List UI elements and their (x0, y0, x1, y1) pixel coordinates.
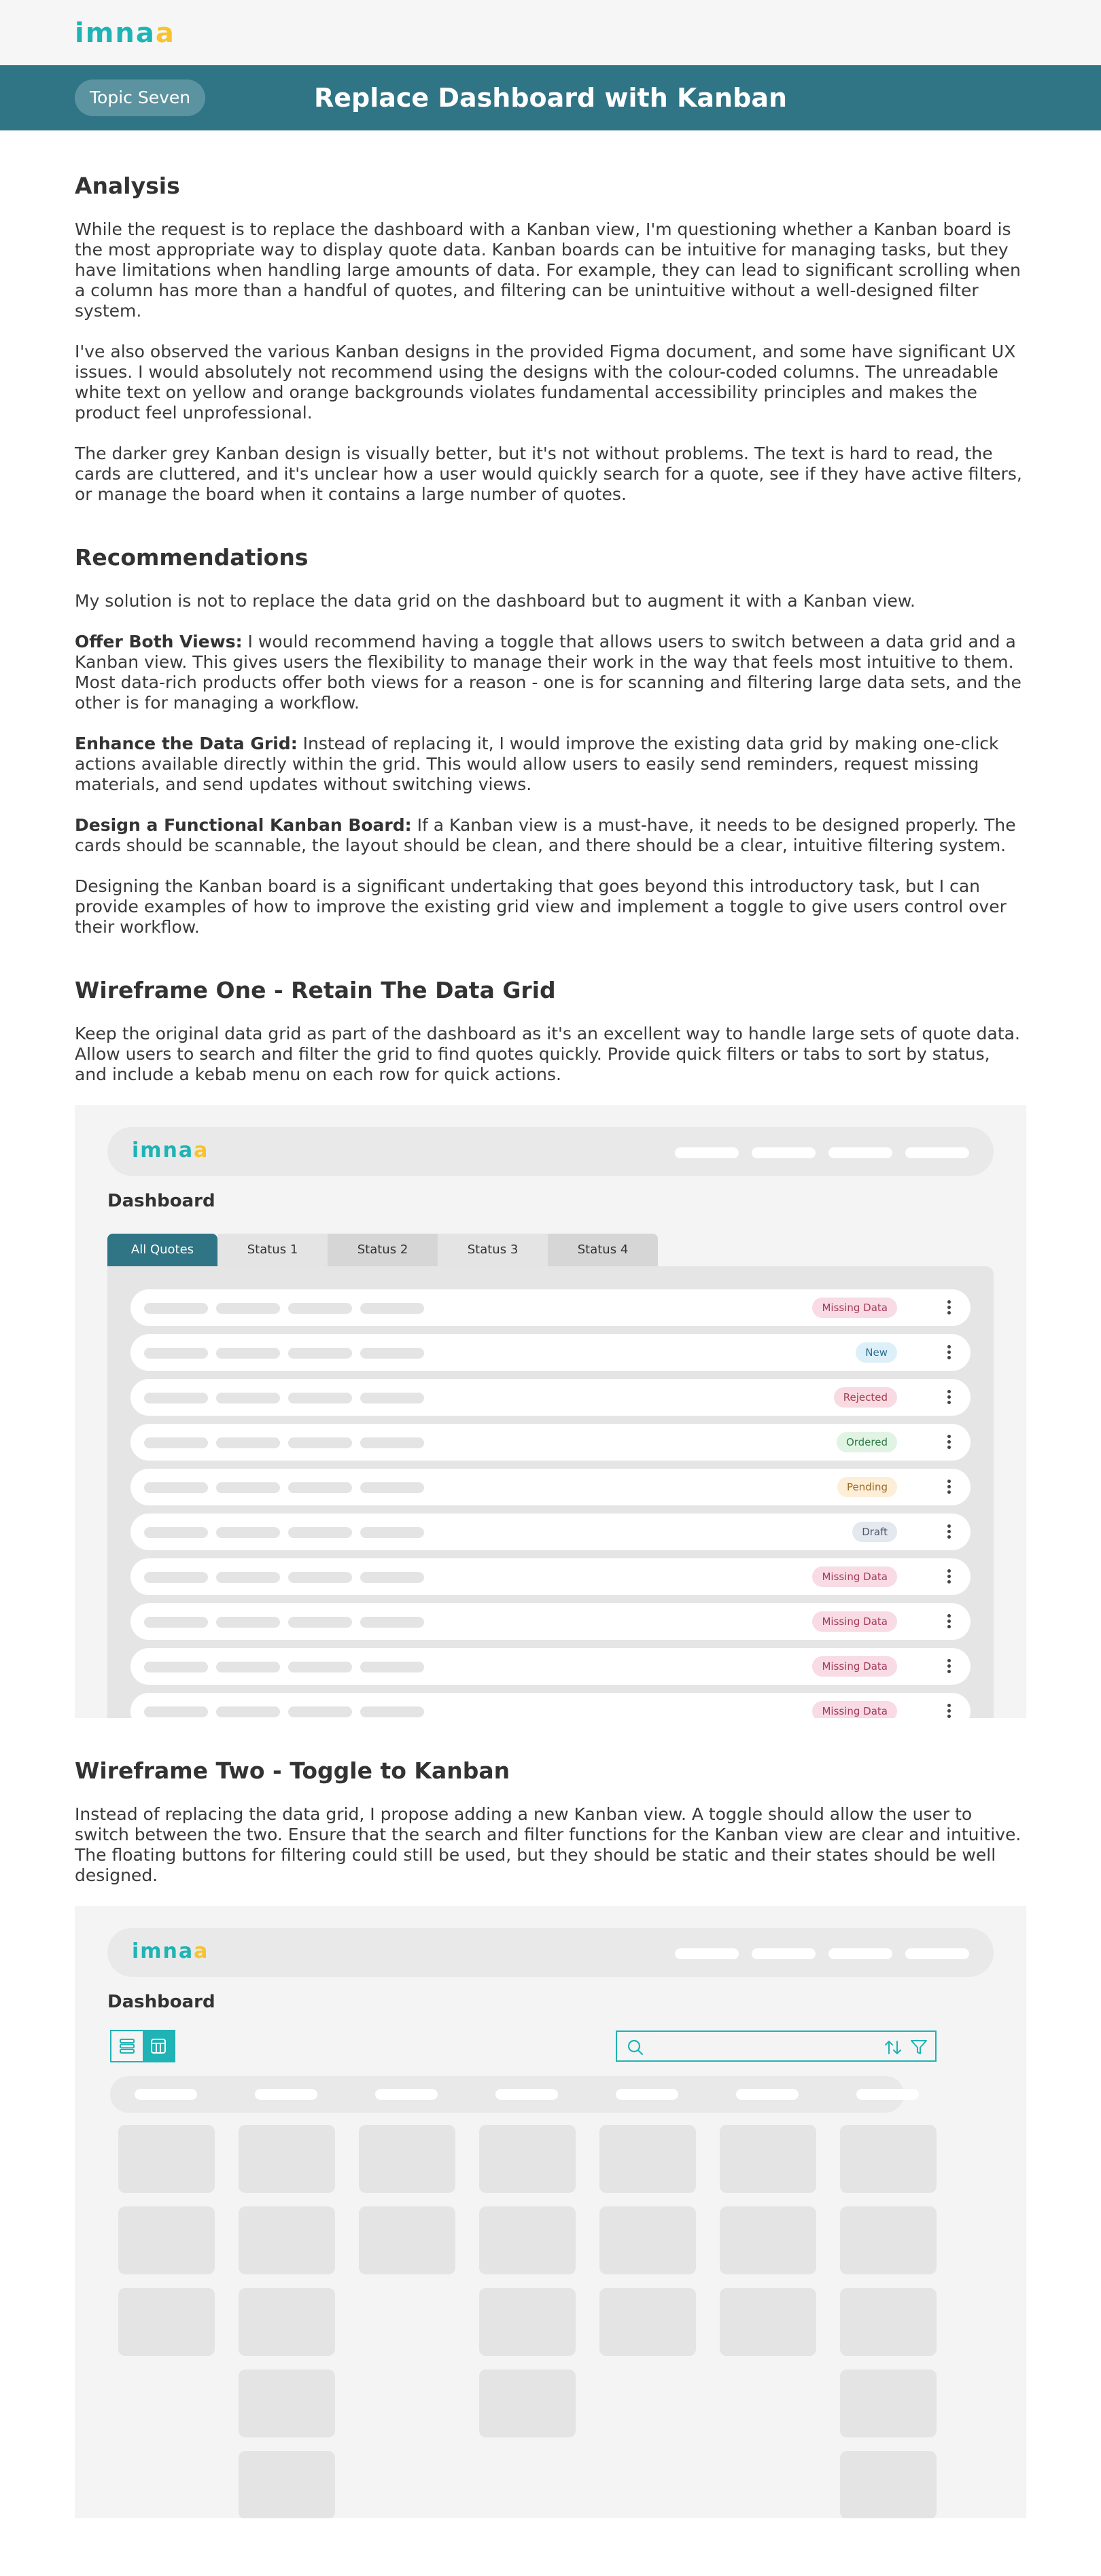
kanban-icon (150, 2037, 167, 2055)
status-badge: Missing Data (812, 1611, 897, 1632)
nav-link-placeholder (828, 1147, 892, 1158)
status-badge: Pending (837, 1477, 897, 1497)
status-badge: Ordered (837, 1432, 897, 1452)
page-bottom-spacer (75, 2518, 1026, 2573)
kanban-card[interactable] (479, 2125, 576, 2193)
cell-placeholder (216, 1348, 280, 1359)
cell-placeholder (144, 1348, 208, 1359)
sort-icon[interactable] (884, 2039, 903, 2056)
kebab-menu-icon[interactable] (943, 1389, 954, 1406)
kebab-menu-icon[interactable] (943, 1478, 954, 1496)
status-badge: New (856, 1342, 897, 1363)
nav-link-placeholder (752, 1948, 816, 1959)
kanban-column-headers (110, 2076, 904, 2113)
cell-placeholder (216, 1662, 280, 1672)
imnaa-logo: imna a (132, 1139, 209, 1162)
quote-data-grid (107, 1266, 994, 1718)
cell-placeholder (144, 1437, 208, 1448)
column-header-placeholder (135, 2089, 197, 2100)
status-badge: Missing Data (812, 1567, 897, 1587)
tab-status-4[interactable]: Status 4 (548, 1234, 658, 1266)
table-row[interactable] (130, 1334, 971, 1371)
kebab-menu-icon[interactable] (943, 1658, 954, 1675)
recommendation-label: Enhance the Data Grid: (75, 734, 298, 753)
view-toggle (110, 2030, 175, 2062)
kebab-menu-icon[interactable] (943, 1568, 954, 1586)
nav-links-placeholder (675, 1948, 969, 1959)
recommendations-intro: My solution is not to replace the data grid on the dashboard but to augment it with a Kanban view. (75, 591, 915, 611)
top-bar (0, 0, 1101, 65)
kebab-menu-icon[interactable] (943, 1523, 954, 1541)
cell-placeholder (360, 1348, 424, 1359)
analysis-heading: Analysis (75, 173, 180, 199)
recommendation-text: I would recommend having a toggle that allows users to switch between a data grid and a Kanban view. This gives users the flexibility to manage their work in the way that feels most intuitive to them. Most data-rich products offer both views for a reason - one is for scanning and filtering large data sets, and the other is for managing a workflow. (75, 632, 1021, 713)
kanban-card[interactable] (239, 2125, 335, 2193)
cell-placeholder (216, 1437, 280, 1448)
imnaa-logo[interactable]: imna a (75, 18, 175, 49)
kanban-card[interactable] (840, 2125, 937, 2193)
kanban-card[interactable] (479, 2206, 576, 2274)
kanban-card[interactable] (118, 2125, 215, 2193)
column-header-placeholder (736, 2089, 799, 2100)
grid-view-toggle[interactable] (111, 2031, 143, 2061)
kanban-card[interactable] (118, 2206, 215, 2274)
wireframe-nav-bar (107, 1127, 994, 1176)
cell-placeholder (288, 1303, 352, 1314)
kanban-card[interactable] (239, 2288, 335, 2356)
cell-placeholder (144, 1527, 208, 1538)
cell-placeholder (360, 1303, 424, 1314)
kebab-menu-icon[interactable] (943, 1433, 954, 1451)
kanban-card[interactable] (720, 2206, 816, 2274)
kanban-card[interactable] (599, 2206, 696, 2274)
kebab-menu-icon[interactable] (943, 1344, 954, 1361)
nav-link-placeholder (752, 1147, 816, 1158)
cell-placeholder (288, 1572, 352, 1583)
table-row[interactable] (130, 1469, 971, 1505)
cell-placeholder (360, 1393, 424, 1403)
recommendation-label: Design a Functional Kanban Board: (75, 815, 412, 835)
kanban-card[interactable] (239, 2206, 335, 2274)
kanban-card[interactable] (840, 2451, 937, 2518)
cell-placeholder (144, 1572, 208, 1583)
cell-placeholder (360, 1662, 424, 1672)
cell-placeholder (360, 1572, 424, 1583)
kebab-menu-icon[interactable] (943, 1702, 954, 1718)
nav-link-placeholder (905, 1147, 969, 1158)
table-row[interactable] (130, 1514, 971, 1550)
kebab-menu-icon[interactable] (943, 1299, 954, 1317)
cell-placeholder (288, 1482, 352, 1493)
cell-placeholder (288, 1437, 352, 1448)
column-header-placeholder (495, 2089, 558, 2100)
kanban-card[interactable] (720, 2125, 816, 2193)
table-row[interactable] (130, 1558, 971, 1595)
table-row[interactable] (130, 1424, 971, 1461)
nav-link-placeholder (675, 1948, 739, 1959)
nav-link-placeholder (675, 1147, 739, 1158)
wireframe-one-description: Keep the original data grid as part of the dashboard as it's an excellent way to handle large sets of quote data. Allow users to search and filter the grid to find quotes quickly. Provide quick filters or tabs to sort by status, and include a kebab menu on each row for quick actions. (75, 1024, 1020, 1084)
list-icon (118, 2037, 136, 2055)
wireframe-two-panel (75, 1906, 1026, 2518)
kanban-card[interactable] (840, 2369, 937, 2437)
cell-placeholder (288, 1617, 352, 1628)
recommendation-label: Offer Both Views: (75, 632, 243, 651)
filter-icon[interactable] (909, 2039, 928, 2056)
cell-placeholder (216, 1572, 280, 1583)
recommendation-item (75, 632, 1026, 713)
nav-link-placeholder (828, 1948, 892, 1959)
cell-placeholder (360, 1706, 424, 1717)
recommendation-text: If a Kanban view is a must-have, it needs to be designed properly. The cards should be scannable, the layout should be clean, and there should be a clear, intuitive filtering system. (75, 815, 1016, 855)
cell-placeholder (144, 1482, 208, 1493)
kanban-card[interactable] (239, 2369, 335, 2437)
status-badge: Missing Data (812, 1656, 897, 1677)
wireframe-two-heading: Wireframe Two - Toggle to Kanban (75, 1757, 510, 1784)
status-tabs (107, 1234, 658, 1266)
recommendations-outro: Designing the Kanban board is a significant undertaking that goes beyond this introductory task, but I can provide examples of how to improve the existing grid view and implement a toggle to give users control over their workflow. (75, 876, 1007, 937)
table-row[interactable] (130, 1693, 971, 1718)
cell-placeholder (216, 1706, 280, 1717)
kanban-card[interactable] (359, 2206, 455, 2274)
kanban-card[interactable] (720, 2288, 816, 2356)
analysis-paragraph: I've also observed the various Kanban designs in the provided Figma document, and some have significant UX issues. I would absolutely not recommend using the designs with the colour-coded columns. The unreadable white text on yellow and orange backgrounds violates fundamental accessibility principles and makes the product feel unprofessional. (75, 342, 1016, 423)
cell-placeholder (216, 1482, 280, 1493)
cell-placeholder (144, 1393, 208, 1403)
cell-placeholder (216, 1303, 280, 1314)
wireframe-one-heading: Wireframe One - Retain The Data Grid (75, 977, 556, 1003)
kebab-menu-icon[interactable] (943, 1613, 954, 1630)
kanban-card[interactable] (599, 2288, 696, 2356)
table-row[interactable] (130, 1648, 971, 1685)
kanban-card[interactable] (599, 2125, 696, 2193)
tab-all-quotes[interactable]: All Quotes (107, 1234, 217, 1266)
cell-placeholder (144, 1303, 208, 1314)
dashboard-title: Dashboard (107, 1191, 215, 1211)
imnaa-logo: imna a (132, 1939, 209, 1963)
header-band (0, 65, 1101, 130)
cell-placeholder (144, 1706, 208, 1717)
nav-links-placeholder (675, 1147, 969, 1158)
cell-placeholder (144, 1662, 208, 1672)
cell-placeholder (360, 1617, 424, 1628)
column-header-placeholder (616, 2089, 678, 2100)
recommendations-heading: Recommendations (75, 544, 309, 571)
column-header-placeholder (856, 2089, 919, 2100)
wireframe-one-panel (75, 1105, 1026, 1718)
recommendation-item (75, 815, 1026, 856)
status-badge: Draft (852, 1522, 897, 1542)
cell-placeholder (360, 1437, 424, 1448)
kanban-search-input[interactable] (616, 2031, 937, 2062)
recommendation-item (75, 734, 1026, 795)
cell-placeholder (288, 1348, 352, 1359)
kanban-card[interactable] (479, 2288, 576, 2356)
cell-placeholder (360, 1527, 424, 1538)
wireframe-two-description: Instead of replacing the data grid, I propose adding a new Kanban view. A toggle should allow the user to switch between the two. Ensure that the search and filter functions for the Kanban view are clear and intuitive. The floating buttons for filtering could still be used, but they should be static and their states should be well designed. (75, 1804, 1021, 1885)
column-header-placeholder (255, 2089, 317, 2100)
wireframe-nav-bar (107, 1928, 994, 1977)
cell-placeholder (216, 1393, 280, 1403)
column-header-placeholder (375, 2089, 438, 2100)
analysis-paragraph: The darker grey Kanban design is visually better, but it's not without problems. The text is hard to read, the cards are cluttered, and it's unclear how a user would quickly search for a quote, see if they have active filters, or manage the board when it contains a large number of quotes. (75, 444, 1022, 504)
cell-placeholder (288, 1706, 352, 1717)
analysis-paragraph: While the request is to replace the dashboard with a Kanban view, I'm questioning whether a Kanban board is the most appropriate way to display quote data. Kanban boards can be intuitive for managing tasks, but they have limitations when handling large amounts of data. For example, they can lead to significant scrolling when a column has more than a handful of quotes, and filtering can be unintuitive without a well-designed filter system. (75, 219, 1021, 321)
cell-placeholder (288, 1393, 352, 1403)
cell-placeholder (144, 1617, 208, 1628)
page-title: Replace Dashboard with Kanban (313, 83, 788, 113)
kanban-card[interactable] (840, 2206, 937, 2274)
topic-badge: Topic Seven (75, 79, 205, 116)
kanban-card[interactable] (118, 2288, 215, 2356)
tab-status-3[interactable]: Status 3 (438, 1234, 548, 1266)
status-badge: Missing Data (812, 1298, 897, 1318)
kanban-card[interactable] (479, 2369, 576, 2437)
table-row[interactable] (130, 1289, 971, 1326)
nav-link-placeholder (905, 1948, 969, 1959)
kanban-card[interactable] (239, 2451, 335, 2518)
tab-status-2[interactable]: Status 2 (328, 1234, 438, 1266)
kanban-view-toggle[interactable] (143, 2031, 174, 2061)
status-badge: Rejected (834, 1387, 897, 1408)
table-row[interactable] (130, 1379, 971, 1416)
kanban-card[interactable] (840, 2288, 937, 2356)
dashboard-title: Dashboard (107, 1992, 215, 2012)
kanban-card[interactable] (359, 2125, 455, 2193)
cell-placeholder (216, 1527, 280, 1538)
cell-placeholder (360, 1482, 424, 1493)
cell-placeholder (216, 1617, 280, 1628)
status-badge: Missing Data (812, 1701, 897, 1718)
tab-status-1[interactable]: Status 1 (217, 1234, 328, 1266)
cell-placeholder (288, 1662, 352, 1672)
cell-placeholder (288, 1527, 352, 1538)
recommendation-text: Instead of replacing it, I would improve the existing data grid by making one-click actions available directly within the grid. This would allow users to easily send reminders, request missing materials, and send updates without switching views. (75, 734, 999, 794)
table-row[interactable] (130, 1603, 971, 1640)
main-content (0, 173, 1101, 2573)
search-icon (627, 2039, 644, 2056)
